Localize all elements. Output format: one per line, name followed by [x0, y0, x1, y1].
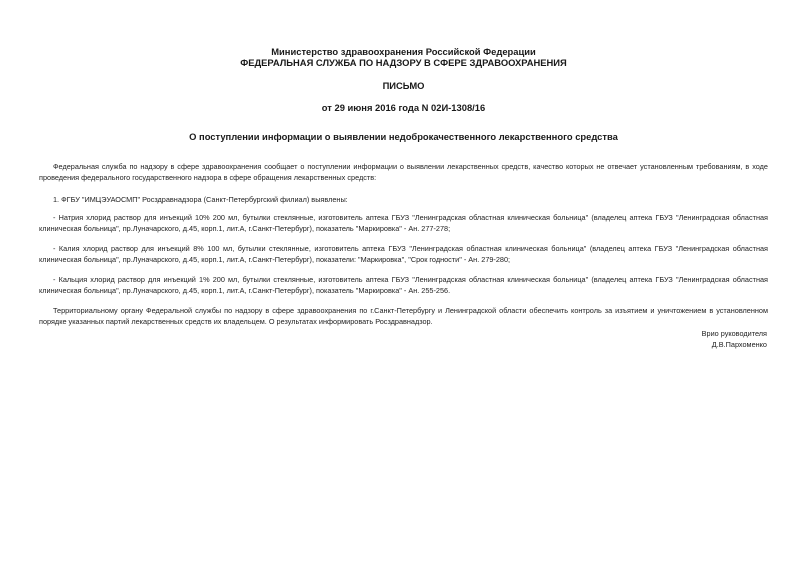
signature-position: Врио руководителя [701, 329, 767, 338]
intro-paragraph: Федеральная служба по надзору в сфере здравоохранения сообщает о поступлении информации о выявлении лекарственных средств, качество которых не отвечает установленным требованиям, в ходе проведения федерального государственного надзора в сфере обращения лекарственных средств: [39, 162, 768, 183]
item-1-paragraph: 1. ФГБУ "ИМЦЭУАОСМП" Росздравнадзора (Санкт-Петербургский филиал) выявлены: [53, 195, 348, 204]
document-type: ПИСЬМО [382, 80, 425, 91]
document-date-number: от 29 июня 2016 года N 02И-1308/16 [321, 102, 486, 113]
service-title: ФЕДЕРАЛЬНАЯ СЛУЖБА ПО НАДЗОРУ В СФЕРЕ ЗДРАВООХРАНЕНИЯ [240, 57, 567, 68]
signature-name: Д.В.Пархоменко [711, 340, 767, 349]
document-subject: О поступлении информации о выявлении недоброкачественного лекарственного средства [189, 131, 618, 142]
closing-paragraph: Территориальному органу Федеральной службы по надзору в сфере здравоохранения по г.Санкт-Петербургу и Ленинградской области обеспечить контроль за изъятием и уничтожением в установленном порядке указанных партий лекарственных средств их владельцем. О результатах информировать Росздравнадзор. [39, 306, 768, 327]
ministry-title: Министерство здравоохранения Российской Федерации [271, 46, 536, 57]
drug-2-paragraph: - Калия хлорид раствор для инъекций 8% 100 мл, бутылки стеклянные, изготовитель аптека ГБУЗ "Ленинградская областная клиническая больница" (владелец аптека ГБУЗ "Ленинградская областная клиническая больница", пр.Луначарского, д.45, корп.1, лит.А, г.Санкт-Петербург), показатели: "Маркировка", "Срок годности" - Ан. 279-280; [39, 244, 768, 265]
drug-3-paragraph: - Кальция хлорид раствор для инъекций 1% 200 мл, бутылки стеклянные, изготовитель аптека ГБУЗ "Ленинградская областная клиническая больница" (владелец аптека ГБУЗ "Ленинградская областная клиническая больница", пр.Луначарского, д.45, корп.1, лит.А, г.Санкт-Петербург), показатель "Маркировка" - Ан. 255-256. [39, 275, 768, 296]
drug-1-paragraph: - Натрия хлорид раствор для инъекций 10% 200 мл, бутылки стеклянные, изготовитель аптека ГБУЗ "Ленинградская областная клиническая больница" (владелец аптека ГБУЗ "Ленинградская областная клиническая больница", пр.Луначарского, д.45, корп.1, лит.А, г.Санкт-Петербург), показатель "Маркировка" - Ан. 277-278; [39, 213, 768, 234]
